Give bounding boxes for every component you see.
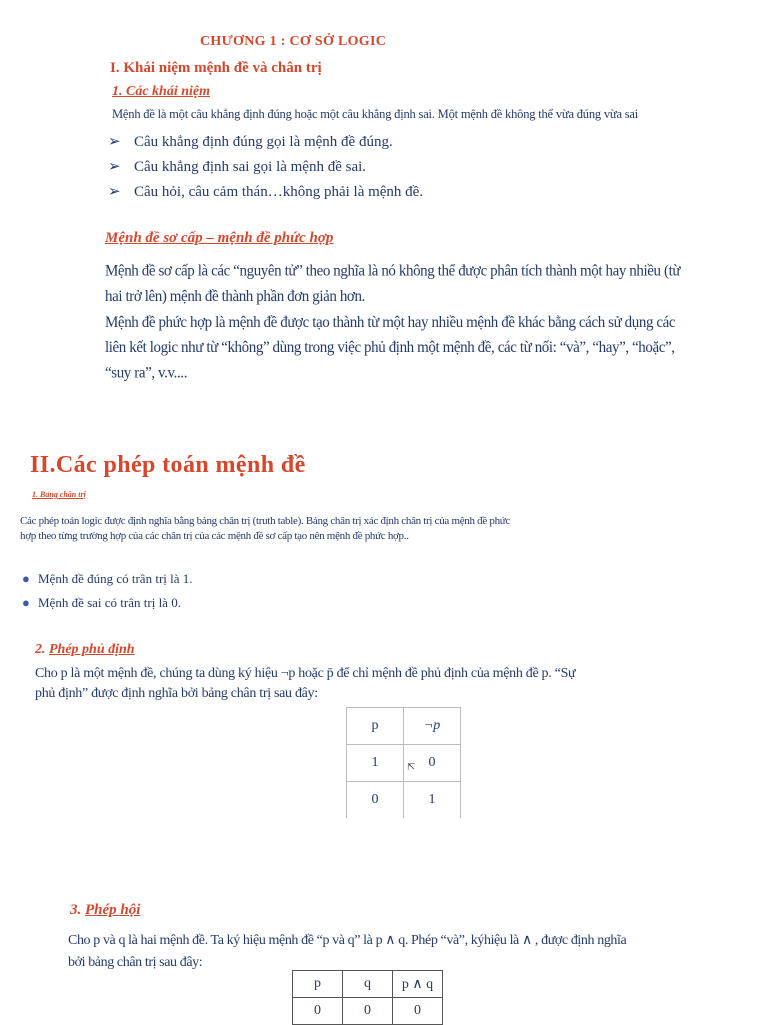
table-header-cell: q	[343, 971, 393, 998]
section1-heading: I. Khái niệm mệnh đề và chân trị	[110, 60, 322, 76]
bullet-text: Câu khẳng định sai gọi là mệnh đề sai.	[134, 159, 367, 175]
table-row	[347, 782, 461, 819]
bullet-dot-icon: ●	[22, 595, 30, 610]
conjunction-title: Phép hội	[85, 902, 141, 918]
arrow-bullet-icon: ➢	[108, 159, 121, 175]
truth-table-paragraph: Các phép toán logic được định nghĩa bằng bảng chân trị (truth table). Bảng chân trị xác định chân trị của mệnh đề phức hợp theo từng trường hợp của các chân trị của các mệnh đề sơ cấp tạo nên mệnh đề phức hợp..	[20, 515, 511, 542]
table-header-cell: p	[347, 708, 404, 745]
dot-text: Mệnh đề sai có trân trị là 0.	[38, 595, 181, 610]
negation-truth-table	[346, 707, 461, 818]
negation-title: Phép phủ định	[49, 642, 135, 657]
negation-number: 2.	[35, 642, 46, 657]
table-header-cell: p ∧ q	[393, 971, 443, 998]
table-row	[347, 745, 461, 782]
conjunction-number: 3.	[70, 902, 82, 918]
conjunction-paragraph-line2: bởi bảng chân trị sau đây:	[68, 955, 203, 970]
compound-proposition-heading: Mệnh đề sơ cấp – mệnh đề phức hợp	[105, 230, 334, 246]
definition-paragraph: Mệnh đề là một câu khẳng định đúng hoặc một câu khẳng định sai. Một mệnh đề không thể vừa đúng vừa sai	[112, 107, 639, 121]
dot-list-item	[22, 595, 181, 611]
mouse-cursor-icon: ⇱	[407, 762, 416, 773]
bullet-text: Câu hỏi, câu cảm thán…không phải là mệnh đề.	[134, 184, 424, 200]
table-cell: 1	[404, 782, 461, 819]
table-cell: 0	[347, 782, 404, 819]
arrow-bullet-icon: ➢	[108, 184, 121, 200]
bullet-text: Câu khẳng định đúng gọi là mệnh đề đúng.	[134, 134, 393, 150]
table-cell: 0	[404, 745, 461, 782]
subsection-concepts-heading: 1. Các khái niệm	[112, 84, 211, 99]
conjunction-paragraph-line1: Cho p và q là hai mệnh đề. Ta ký hiệu mệnh đề “p và q” là p ∧ q. Phép “và”, kýhiệu là ∧ , được định nghĩa	[68, 933, 627, 948]
primary-proposition-paragraph: Mệnh đề sơ cấp là các “nguyên tử” theo nghĩa là nó không thể được phân tích thành một hay nhiều (từ hai trở lên) mệnh đề thành phần đơn giản hơn.	[105, 263, 681, 305]
dot-text: Mệnh đề đúng có trân trị là 1.	[38, 571, 193, 586]
bullet-item	[108, 182, 423, 201]
bullet-item	[108, 157, 366, 176]
negation-paragraph-line2: phủ định” được định nghĩa bởi bảng chân trị sau đây:	[35, 686, 318, 701]
bullet-dot-icon: ●	[22, 571, 30, 586]
negation-paragraph-line1: Cho p là một mệnh đề, chúng ta dùng ký hiệu ¬p hoặc p̄ để chỉ mệnh đề phủ định của mệnh đề p. “Sự	[35, 666, 576, 681]
conjunction-heading	[70, 902, 140, 919]
truth-table-subheading: 1. Bảng chân trị	[32, 490, 86, 499]
compound-proposition-paragraph: Mệnh đề phức hợp là mệnh đề được tạo thành từ một hay nhiều mệnh đề khác bằng cách sử dụng các liên kết logic như từ “không” dùng trong việc phủ định một mệnh đề, các từ nối: “và”, “hay”, “hoặc”, “suy ra”, v.v....	[105, 314, 676, 382]
dot-list-item	[22, 571, 193, 587]
arrow-bullet-icon: ➢	[108, 134, 121, 150]
negation-heading	[35, 642, 135, 658]
table-cell: 1	[347, 745, 404, 782]
table-header-cell: p	[293, 971, 343, 998]
bullet-item	[108, 132, 393, 151]
table-row	[293, 998, 443, 1025]
section2-heading: II.Các phép toán mệnh đề	[30, 452, 306, 478]
chapter-title: CHƯƠNG 1 : CƠ SỞ LOGIC	[200, 34, 387, 49]
conjunction-truth-table	[292, 970, 443, 1025]
table-cell: 0	[393, 998, 443, 1025]
table-cell: 0	[343, 998, 393, 1025]
table-header-cell: ¬p	[404, 708, 461, 745]
table-cell: 0	[293, 998, 343, 1025]
